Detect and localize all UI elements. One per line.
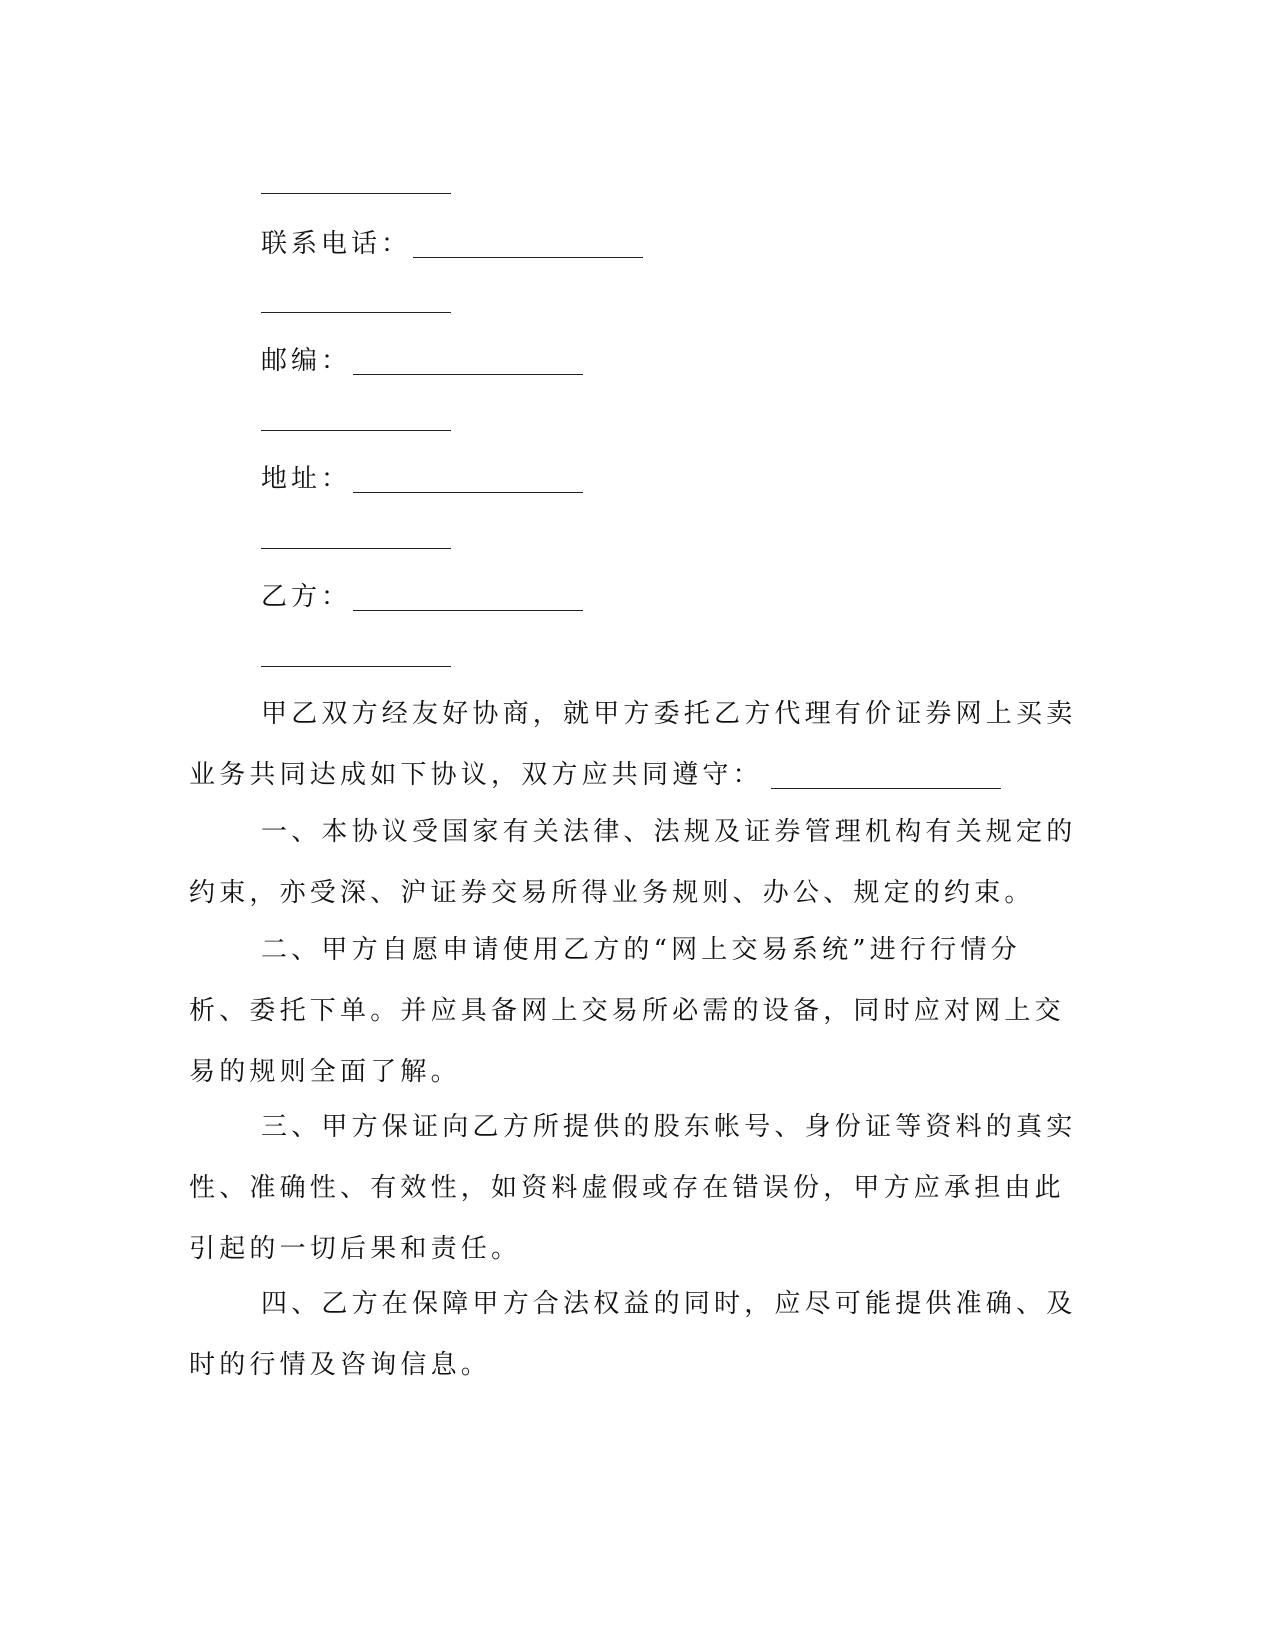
signature-blank-line — [261, 666, 451, 667]
phone-label: 联系电话： — [261, 229, 412, 259]
phone-field — [261, 226, 643, 262]
signature-blank-line — [261, 312, 451, 313]
intro-blank — [771, 788, 1001, 789]
party-b-field — [261, 579, 583, 615]
clause-4-paragraph: 四、乙方在保障甲方合法权益的同时，应尽可能提供准确、及时的行情及咨询信息。 — [189, 1289, 1077, 1380]
clause-2-paragraph: 二、甲方自愿申请使用乙方的“网上交易系统”进行行情分析、委托下单。并应具备网上交易所必需的设备，同时应对网上交易的规则全面了解。 — [189, 935, 1065, 1087]
postcode-label: 邮编： — [261, 346, 352, 376]
clause-3-paragraph: 三、甲方保证向乙方所提供的股东帐号、身份证等资料的真实性、准确性、有效性，如资料虚假或存在错误份，甲方应承担由此引起的一切后果和责任。 — [189, 1112, 1077, 1264]
party-b-blank — [353, 610, 583, 611]
address-label: 地址： — [261, 464, 352, 494]
address-field — [261, 461, 583, 497]
phone-blank — [413, 257, 643, 258]
postcode-field — [261, 343, 583, 379]
intro-text: 甲乙双方经友好协商，就甲方委托乙方代理有价证券网上买卖业务共同达成如下协议，双方应共同遵守： — [189, 699, 1077, 790]
postcode-blank — [353, 374, 583, 375]
party-b-label: 乙方： — [261, 582, 352, 612]
signature-blank-line — [261, 193, 451, 194]
signature-blank-line — [261, 548, 451, 549]
clause-1-paragraph: 一、本协议受国家有关法律、法规及证券管理机构有关规定的约束，亦受深、沪证券交易所得业务规则、办公、规定的约束。 — [189, 817, 1077, 908]
signature-blank-line — [261, 430, 451, 431]
address-blank — [353, 492, 583, 493]
intro-paragraph — [189, 684, 1079, 806]
